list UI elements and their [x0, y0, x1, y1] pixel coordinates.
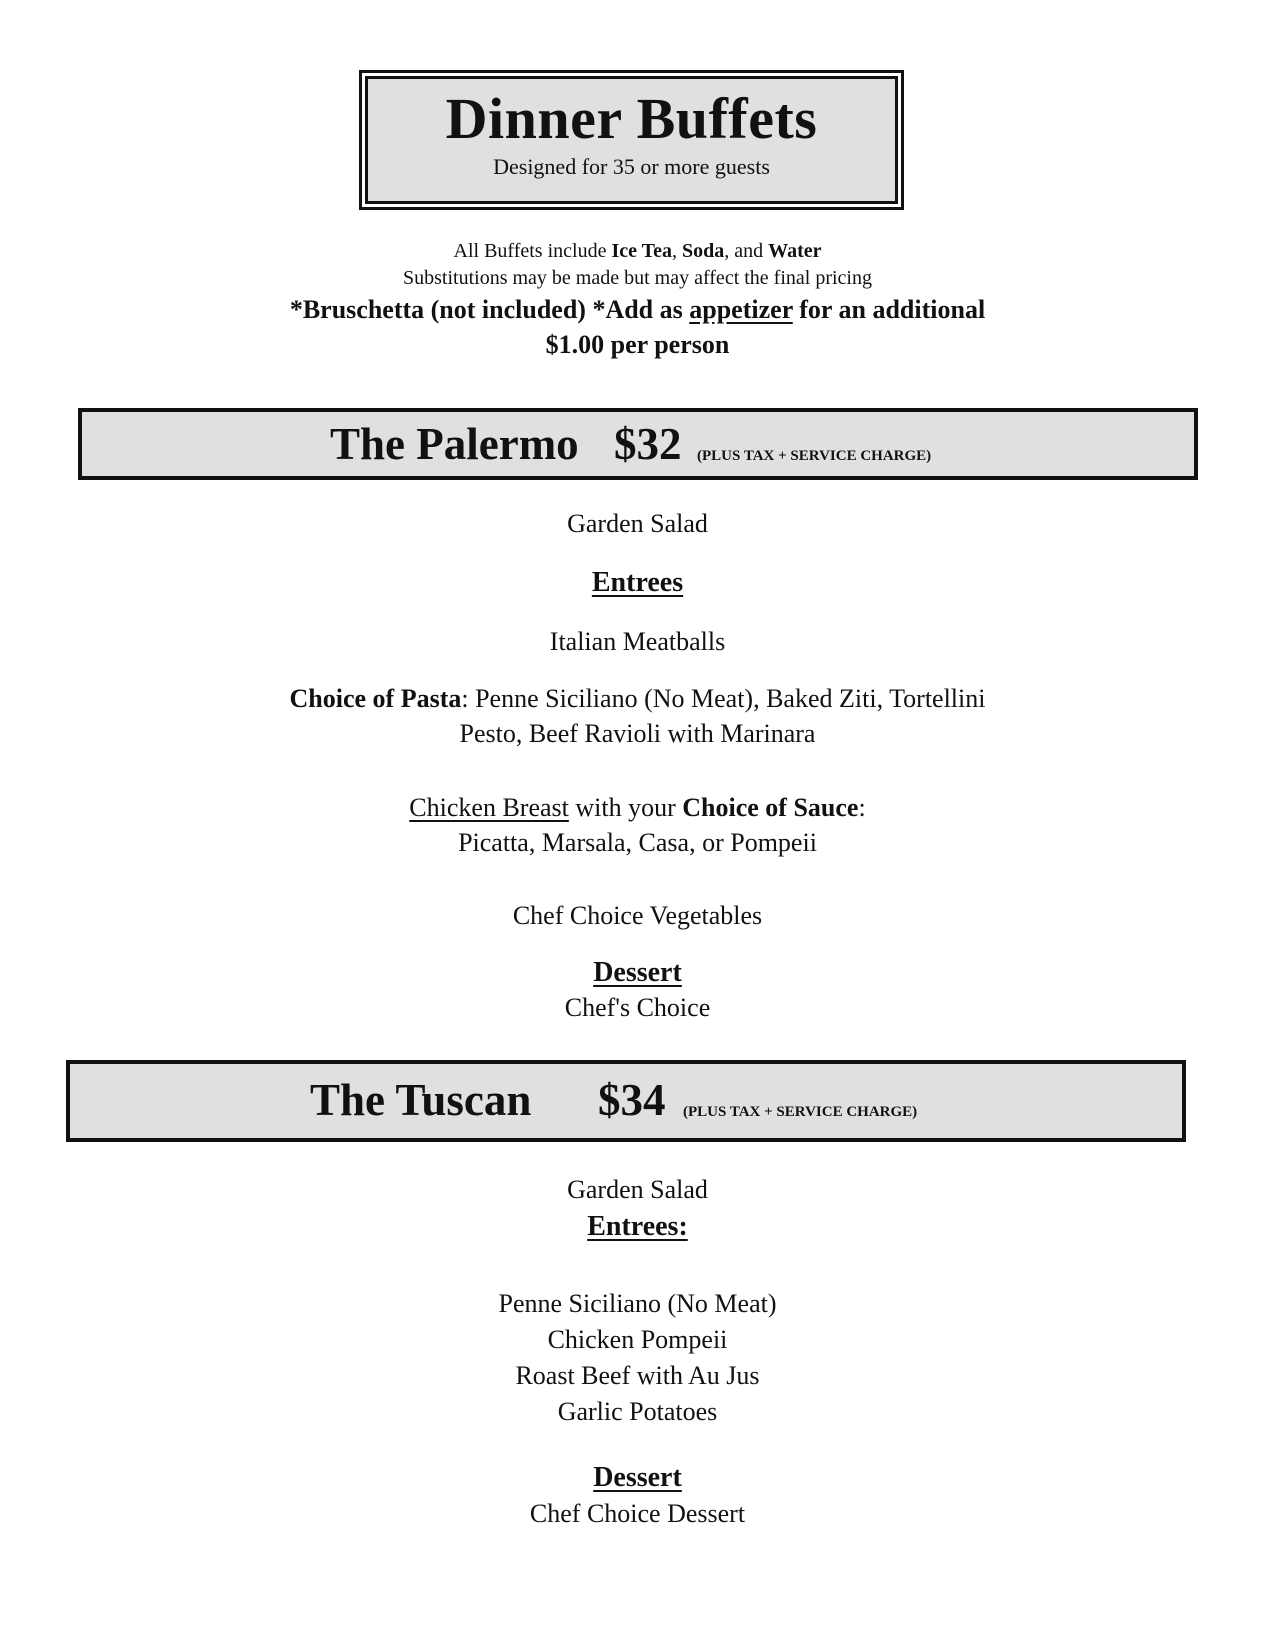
palermo-sauces: Picatta, Marsala, Casa, or Pompeii: [458, 828, 817, 857]
palermo-dessert: Chef's Choice: [564, 993, 711, 1022]
page-title: Dinner Buffets: [445, 86, 818, 151]
choice-of-sauce: Choice of Sauce: [682, 793, 859, 822]
tuscan-entrees-heading: Entrees:: [587, 1211, 688, 1242]
tuscan-name: The Tuscan: [310, 1075, 532, 1125]
appetizer-text: appetizer: [689, 295, 793, 324]
tuscan-salad: Garden Salad: [567, 1175, 708, 1204]
pasta-options: : Penne Siciliano (No Meat), Baked Ziti, Tortellini: [461, 684, 986, 713]
palermo-chicken-line: [0, 791, 1275, 825]
tuscan-dessert: Chef Choice Dessert: [529, 1499, 746, 1528]
palermo-pasta-line2: Pesto, Beef Ravioli with Marinara: [459, 719, 816, 748]
tuscan-tax-note: (PLUS TAX + SERVICE CHARGE): [683, 1104, 918, 1120]
page-subtitle: Designed for 35 or more guests: [493, 154, 770, 179]
title-inner-frame: [365, 76, 898, 204]
ice-tea: Ice Tea: [611, 240, 673, 262]
chicken-breast-text: Chicken Breast: [409, 793, 569, 822]
includes-line: [0, 238, 1275, 264]
tuscan-entree-item: Garlic Potatoes: [557, 1397, 718, 1426]
palermo-vegetables: Chef Choice Vegetables: [512, 901, 763, 930]
tuscan-price: $34: [598, 1075, 666, 1125]
palermo-name: The Palermo: [330, 419, 579, 469]
substitutions-note: Substitutions may be made but may affect the final pricing: [403, 267, 872, 289]
palermo-entrees-heading: Entrees: [591, 567, 684, 598]
palermo-salad: Garden Salad: [567, 509, 708, 538]
water: Water: [768, 240, 822, 262]
palermo-meatballs: Italian Meatballs: [549, 627, 726, 656]
palermo-tax-note: (PLUS TAX + SERVICE CHARGE): [697, 448, 932, 464]
tuscan-entree-item: Penne Siciliano (No Meat): [498, 1289, 777, 1318]
chicken-mid: with your: [568, 793, 683, 822]
tuscan-entree-item: Chicken Pompeii: [547, 1325, 728, 1354]
colon: :: [858, 793, 866, 822]
separator: , and: [724, 240, 769, 262]
palermo-dessert-heading: Dessert: [593, 957, 682, 988]
bruschetta-prefix: *Bruschetta (not included) *Add as: [289, 295, 690, 324]
tuscan-dessert-heading: Dessert: [593, 1462, 682, 1493]
title-box: [359, 70, 904, 210]
bruschetta-note: [0, 293, 1275, 327]
soda: Soda: [682, 240, 725, 262]
palermo-price: $32: [614, 419, 682, 469]
pasta-label: Choice of Pasta: [289, 684, 462, 713]
bruschetta-suffix: for an additional: [792, 295, 986, 324]
separator: ,: [672, 240, 683, 262]
palermo-header-band: [78, 408, 1198, 480]
tuscan-header-band: [66, 1060, 1186, 1142]
bruschetta-price: $1.00 per person: [545, 330, 730, 359]
includes-prefix: All Buffets include: [453, 240, 612, 262]
tuscan-entree-item: Roast Beef with Au Jus: [515, 1361, 760, 1390]
palermo-pasta-line1: [0, 682, 1275, 716]
